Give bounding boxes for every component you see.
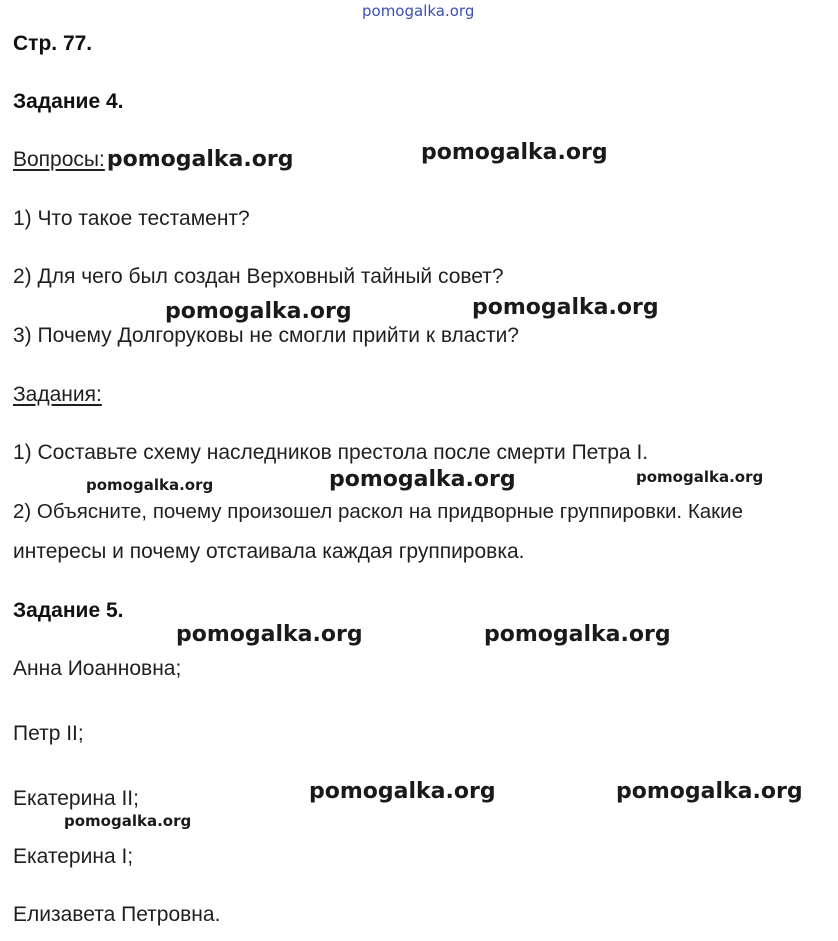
watermark: pomogalka.org [309,779,496,804]
watermark: pomogalka.org [421,140,608,165]
watermark: pomogalka.org [636,468,764,486]
watermark: pomogalka.org [472,295,659,320]
task-item-1: 1) Составьте схему наследников престола после смерти Петра I. [13,441,649,464]
question-2: 2) Для чего был создан Верховный тайный совет? [13,265,504,288]
watermark: pomogalka.org [329,467,516,492]
question-3: 3) Почему Долгоруковы не смогли прийти к власти? [13,324,519,347]
watermark: pomogalka.org [616,779,803,804]
questions-label: Вопросы: [13,148,105,171]
ruler-name-1: Анна Иоанновна; [13,657,182,680]
watermark-top: pomogalka.org [362,2,475,20]
watermark-inline: pomogalka.org [106,147,294,172]
watermark: pomogalka.org [64,812,192,830]
tasks-label: Задания: [13,383,102,406]
task4-heading: Задание 4. [13,90,124,113]
question-1: 1) Что такое тестамент? [13,207,250,230]
watermark: pomogalka.org [86,476,214,494]
ruler-name-5: Елизавета Петровна. [13,903,221,926]
watermark: pomogalka.org [176,622,363,647]
questions-label-row [13,148,293,172]
watermark: pomogalka.org [165,299,352,324]
watermark: pomogalka.org [484,622,671,647]
page-reference: Стр. 77. [13,32,93,55]
task-item-2-continued: интересы и почему отстаивала каждая группировка. [13,540,525,563]
ruler-name-2: Петр II; [13,722,84,745]
ruler-name-3: Екатерина II; [13,787,139,810]
task-item-2: 2) Объясните, почему произошел раскол на придворные группировки. Какие [13,500,743,523]
task5-heading: Задание 5. [13,599,124,622]
ruler-name-4: Екатерина I; [13,845,134,868]
